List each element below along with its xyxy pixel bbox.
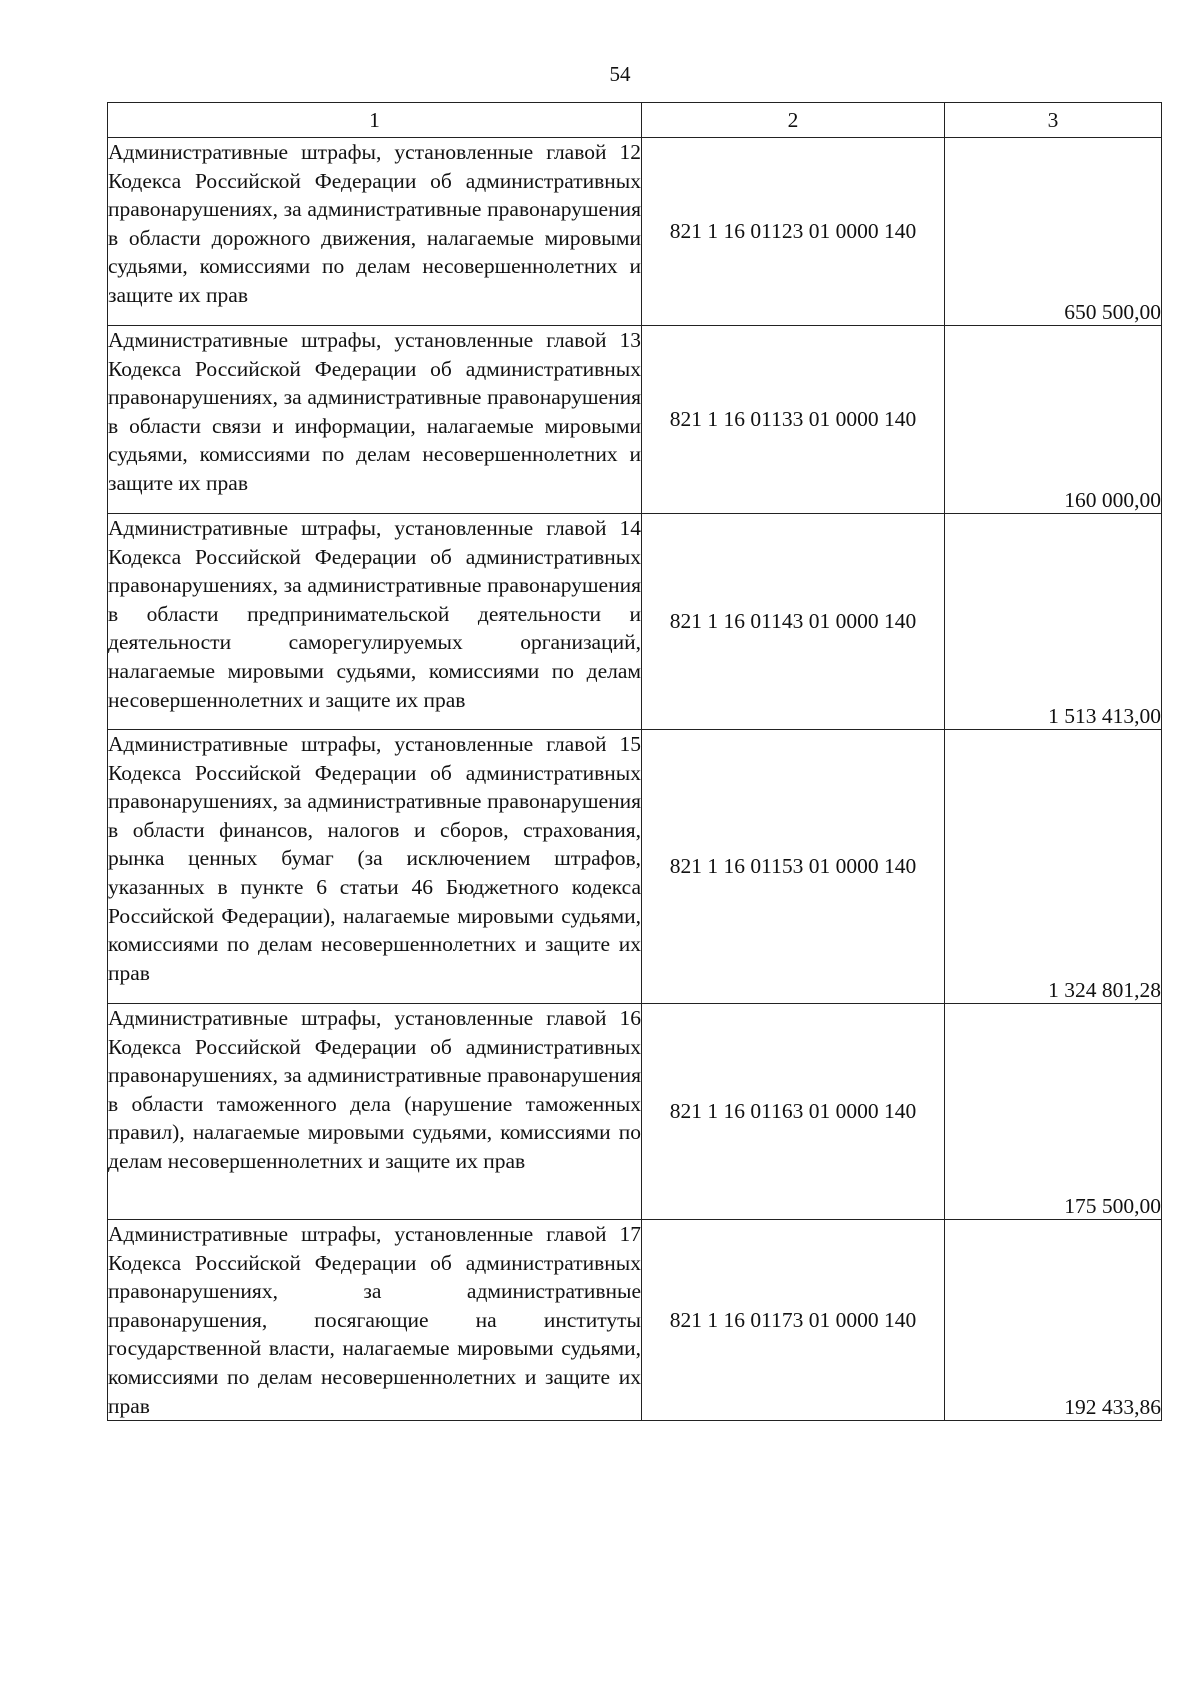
row-code: 821 1 16 01153 01 0000 140 [642, 730, 945, 1004]
row-code: 821 1 16 01133 01 0000 140 [642, 326, 945, 514]
row-amount: 1 324 801,28 [945, 730, 1162, 1004]
table-row [108, 1004, 1162, 1220]
row-code: 821 1 16 01163 01 0000 140 [642, 1004, 945, 1220]
column-header-1: 1 [108, 103, 642, 138]
row-description: Административные штрафы, установленные главой 12 Кодекса Российской Федерации об административных правонарушениях, за административные правонарушения в области дорожного движения, налагаемые мировыми судьями, комиссиями по делам несовершеннолетних и защите их прав [108, 138, 642, 326]
row-amount: 650 500,00 [945, 138, 1162, 326]
table-row [108, 326, 1162, 514]
row-amount: 192 433,86 [945, 1220, 1162, 1421]
row-code: 821 1 16 01143 01 0000 140 [642, 514, 945, 730]
row-description: Административные штрафы, установленные главой 14 Кодекса Российской Федерации об административных правонарушениях, за административные правонарушения в области предпринимательской деятельности и деятельности саморегулируемых организаций, налагаемые мировыми судьями, комиссиями по делам несовершеннолетних и защите их прав [108, 514, 642, 730]
table-row [108, 514, 1162, 730]
table-row [108, 1220, 1162, 1421]
table-row [108, 138, 1162, 326]
column-header-3: 3 [945, 103, 1162, 138]
revenue-table [107, 102, 1162, 1421]
row-amount: 1 513 413,00 [945, 514, 1162, 730]
page-number: 54 [609, 62, 631, 86]
row-code: 821 1 16 01123 01 0000 140 [642, 138, 945, 326]
table-header-row [108, 103, 1162, 138]
column-header-2: 2 [642, 103, 945, 138]
row-code: 821 1 16 01173 01 0000 140 [642, 1220, 945, 1421]
row-amount: 160 000,00 [945, 326, 1162, 514]
row-description: Административные штрафы, установленные главой 13 Кодекса Российской Федерации об административных правонарушениях, за административные правонарушения в области связи и информации, налагаемые мировыми судьями, комиссиями по делам несовершеннолетних и защите их прав [108, 326, 642, 514]
row-description: Административные штрафы, установленные главой 17 Кодекса Российской Федерации об административных правонарушениях, за административные правонарушения, посягающие на институты государственной власти, налагаемые мировыми судьями, комиссиями по делам несовершеннолетних и защите их прав [108, 1220, 642, 1421]
row-description: Административные штрафы, установленные главой 15 Кодекса Российской Федерации об административных правонарушениях, за административные правонарушения в области финансов, налогов и сборов, страхования, рынка ценных бумаг (за исключением штрафов, указанных в пункте 6 статьи 46 Бюджетного кодекса Российской Федерации), налагаемые мировыми судьями, комиссиями по делам несовершеннолетних и защите их прав [108, 730, 642, 1004]
table-row [108, 730, 1162, 1004]
row-description: Административные штрафы, установленные главой 16 Кодекса Российской Федерации об административных правонарушениях, за административные правонарушения в области таможенного дела (нарушение таможенных правил), налагаемые мировыми судьями, комиссиями по делам несовершеннолетних и защите их прав [108, 1004, 642, 1220]
row-amount: 175 500,00 [945, 1004, 1162, 1220]
